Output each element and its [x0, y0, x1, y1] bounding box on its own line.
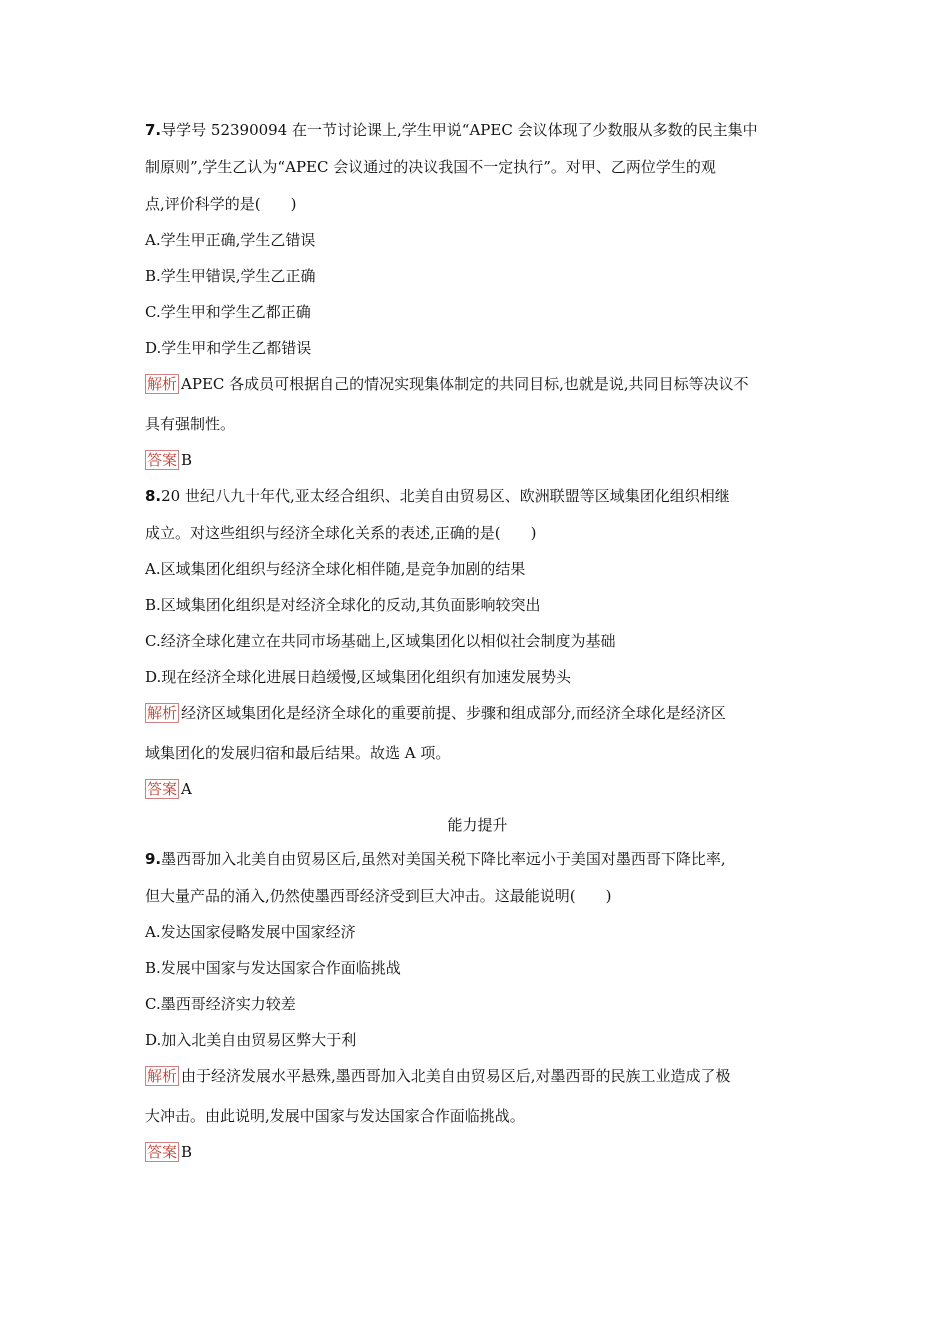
- analysis-line: 大冲击。由此说明,发展中国家与发达国家合作面临挑战。: [145, 1107, 525, 1125]
- answer-value: B: [181, 1143, 193, 1161]
- option-a: A.学生甲正确,学生乙错误: [145, 231, 316, 249]
- analysis-line: 域集团化的发展归宿和最后结果。故选 A 项。: [145, 744, 451, 762]
- answer-line: [145, 450, 810, 486]
- option-a: A.发达国家侵略发展中国家经济: [145, 923, 356, 941]
- answer-line: [145, 779, 810, 815]
- question-stem-line: 8.20 世纪八九十年代,亚太经合组织、北美自由贸易区、欧洲联盟等区域集团化组织相继: [145, 487, 730, 505]
- analysis-tag: 解析: [147, 375, 178, 393]
- question-stem-line: 9.墨西哥加入北美自由贸易区后,虽然对美国关税下降比率远小于美国对墨西哥下降比率,: [145, 850, 726, 868]
- analysis-line: 解析 由于经济发展水平悬殊,墨西哥加入北美自由贸易区后,对墨西哥的民族工业造成了极: [147, 1067, 731, 1085]
- answer-value: B: [181, 451, 193, 469]
- document-page: [145, 120, 810, 1178]
- question-7: [145, 120, 810, 486]
- option-b: B.发展中国家与发达国家合作面临挑战: [145, 959, 401, 977]
- analysis-tag: 解析: [147, 1067, 178, 1085]
- question-stem-line: 制原则”,学生乙认为“APEC 会议通过的决议我国不一定执行”。对甲、乙两位学生的观: [145, 158, 716, 176]
- analysis-tag: 解析: [147, 704, 178, 722]
- analysis-line: 解析 APEC 各成员可根据自己的情况实现集体制定的共同目标,也就是说,共同目标等决议不: [147, 375, 749, 393]
- question-number: 9.: [145, 850, 162, 868]
- option-c: C.墨西哥经济实力较差: [145, 995, 296, 1013]
- option-d: D.学生甲和学生乙都错误: [145, 339, 312, 357]
- analysis-line: 解析 经济区域集团化是经济全球化的重要前提、步骤和组成部分,而经济全球化是经济区: [147, 704, 726, 722]
- answer-value: A: [181, 780, 192, 798]
- answer-tag: 答案: [147, 451, 178, 469]
- answer-tag: 答案: [147, 1143, 178, 1161]
- option-a: A.区域集团化组织与经济全球化相伴随,是竞争加剧的结果: [145, 560, 526, 578]
- analysis-line: 具有强制性。: [145, 415, 236, 433]
- section-title: 能力提升: [447, 816, 508, 834]
- question-number: 7.: [145, 121, 162, 139]
- question-8: [145, 486, 810, 815]
- question-9: [145, 849, 810, 1178]
- option-b: B.学生甲错误,学生乙正确: [145, 267, 316, 285]
- question-stem-line: 点,评价科学的是( ): [145, 195, 297, 213]
- question-stem-line: 7.导学号 52390094 在一节讨论课上,学生甲说“APEC 会议体现了少数服从多数的民主集中: [145, 121, 758, 139]
- option-c: C.学生甲和学生乙都正确: [145, 303, 311, 321]
- option-b: B.区域集团化组织是对经济全球化的反动,其负面影响较突出: [145, 596, 541, 614]
- answer-tag: 答案: [147, 780, 178, 798]
- question-stem-line: 但大量产品的涌入,仍然使墨西哥经济受到巨大冲击。这最能说明( ): [145, 887, 612, 905]
- option-d: D.现在经济全球化进展日趋缓慢,区域集团化组织有加速发展势头: [145, 668, 572, 686]
- question-number: 8.: [145, 487, 162, 505]
- option-c: C.经济全球化建立在共同市场基础上,区域集团化以相似社会制度为基础: [145, 632, 616, 650]
- answer-line: [145, 1142, 810, 1178]
- question-stem-line: 成立。对这些组织与经济全球化关系的表述,正确的是( ): [145, 524, 537, 542]
- option-d: D.加入北美自由贸易区弊大于利: [145, 1031, 357, 1049]
